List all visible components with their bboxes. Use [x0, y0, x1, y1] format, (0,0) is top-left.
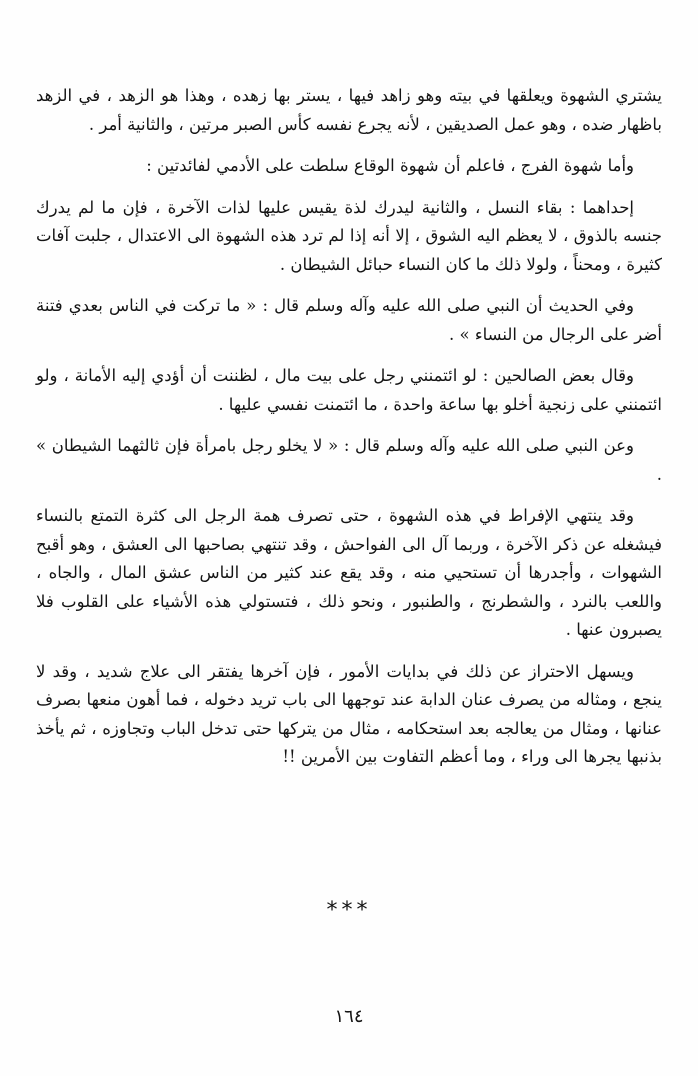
paragraph: وقد ينتهي الإفراط في هذه الشهوة ، حتى تصرف همة الرجل الى كثرة التمتع بالنساء فيشغله عن ذكر الآخرة ، وربما آل الى الفواحش ، وقد تنتهي بصاحبها الى العشق ، وهو أقبح الشهوات ، وأجدرها أن تستحيي منه ، وقد يقع عند كثير من الناس عشق المال ، والجاه ، واللعب بالنرد ، والشطرنج ، والطنبور ، ونحو ذلك ، فتستولي هذه الأشياء على القلوب فلا يصبرون عنها .: [36, 506, 662, 639]
page-number: ١٦٤: [334, 1006, 364, 1027]
paragraph: وفي الحديث أن النبي صلى الله عليه وآله وسلم قال : « ما تركت في الناس بعدي فتنة أضر على الرجال من النساء » .: [36, 296, 662, 344]
paragraph: وعن النبي صلى الله عليه وآله وسلم قال : « لا يخلو رجل بامرأة فإن ثالثهما الشيطان » .: [36, 436, 662, 484]
paragraph: إحداهما : بقاء النسل ، والثانية ليدرك لذة يقيس عليها لذات الآخرة ، فإن ما لم يدرك جنسه بالذوق ، لا يعظم اليه الشوق ، إلا أنه إذا لم ترد هذه الشهوة الى الاعتدال ، جلبت آفات كثيرة ، ومحناً ، ولولا ذلك ما كان النساء حبائل الشيطان .: [36, 197, 662, 274]
section-separator: ***: [326, 898, 372, 923]
body-text: [36, 82, 662, 785]
paragraph: ويسهل الاحتراز عن ذلك في بدايات الأمور ، فإن آخرها يفتقر الى علاج شديد ، وقد لا ينجع ، ومثاله من يصرف عنان الدابة عند توجهها الى باب تريد دخوله ، فما أهون منعها بصرف عنانها ، ومثال من يعالجه بعد استحكامه ، مثال من يتركها حتى تدخل الباب وتجاوزه ، ثم يأخذ بذنبها يجرها الى وراء ، وما أعظم التفاوت بين الأمرين !!: [36, 661, 662, 766]
paragraph: وأما شهوة الفرج ، فاعلم أن شهوة الوقاع سلطت على الأدمي لفائدتين :: [146, 156, 634, 175]
paragraph: يشتري الشهوة ويعلقها في بيته وهو زاهد فيها ، يستر بها زهده ، وهذا هو الزهد ، في الزهد باظهار ضده ، وهو عمل الصديقين ، لأنه يجرع نفسه كأس الصبر مرتين ، والثانية أمر .: [36, 86, 662, 134]
paragraph: وقال بعض الصالحين : لو ائتمنني رجل على بيت مال ، لظننت أن أؤدي إليه الأمانة ، ولو ائتمنني على زنجية أخلو بها ساعة واحدة ، ما ائتمنت نفسي عليها .: [36, 366, 662, 414]
